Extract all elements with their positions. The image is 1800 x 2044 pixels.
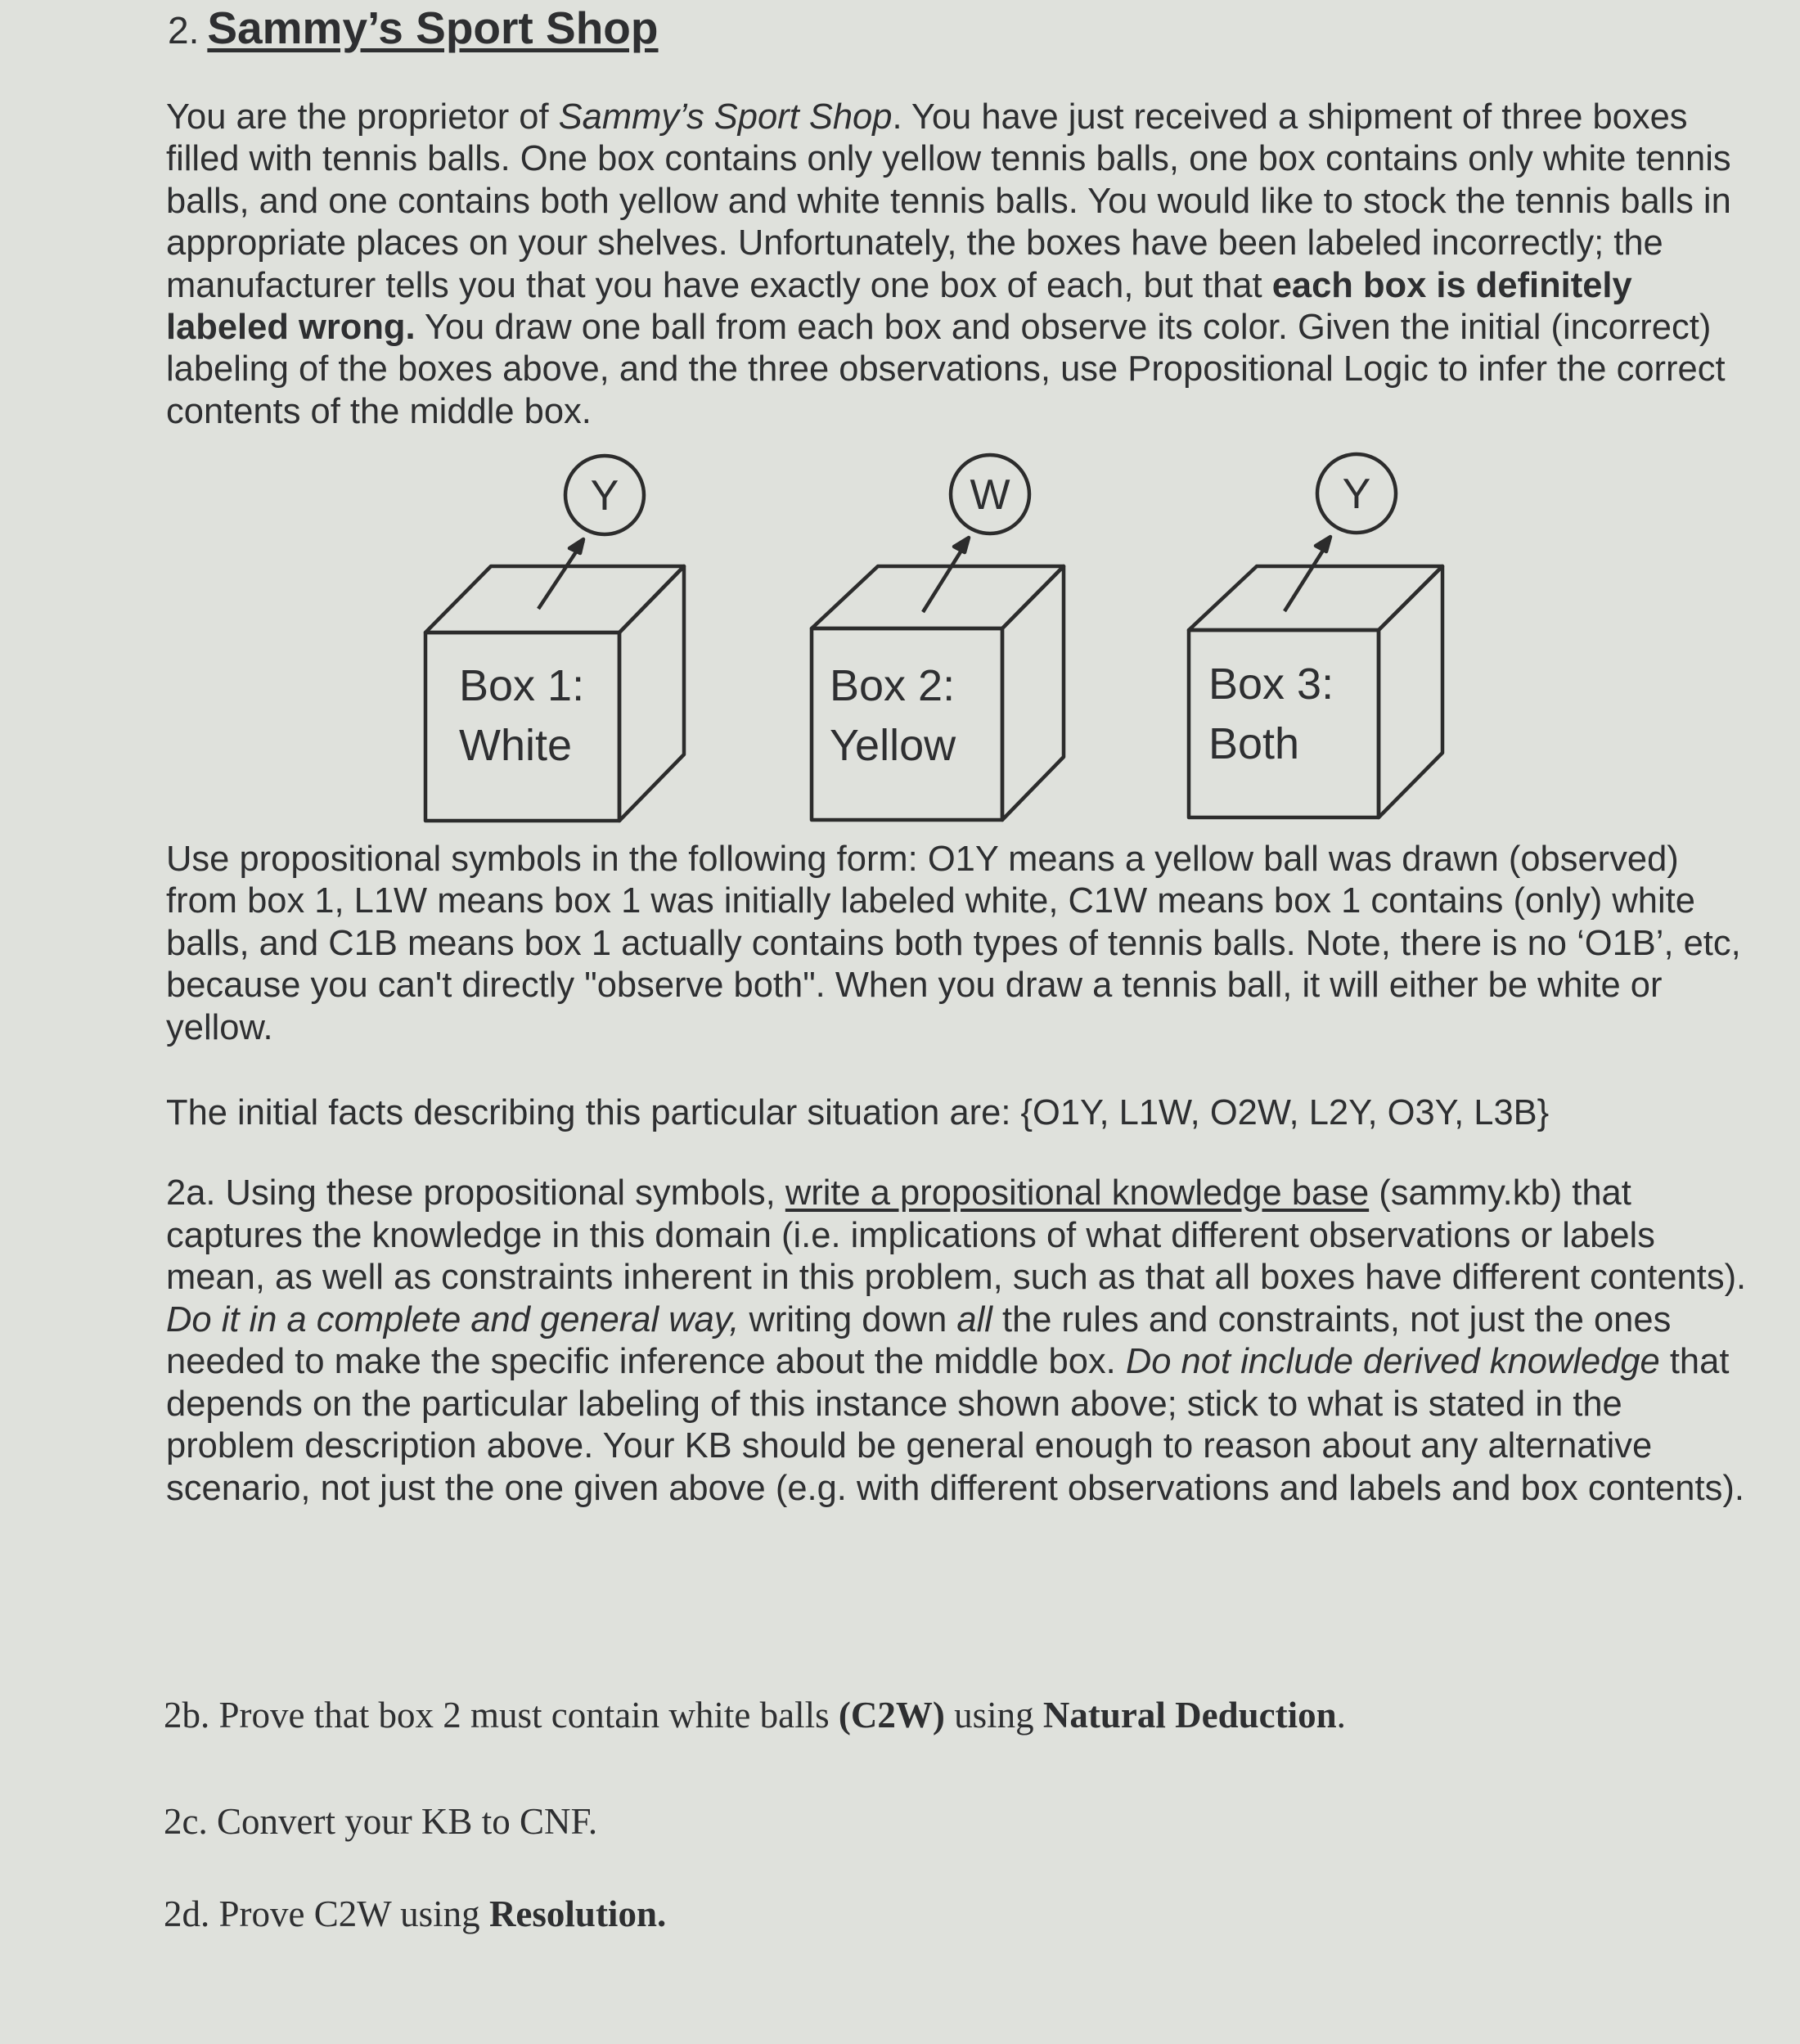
q2a-italic-2: all (956, 1299, 992, 1339)
box-2-label (830, 656, 956, 776)
box-1-label (459, 656, 584, 776)
problem-title: Sammy’s Sport Shop (207, 2, 659, 53)
q2a-text-9: that depends on the particular labeling of this instance shown above; stick to what is stated in the problem description above. Your KB should be general enough to reason about any alternative scenario, not just the one given above (e.g. with different observations and labels and box contents). (166, 1342, 1744, 1508)
box-1-top (425, 566, 684, 633)
q2a-text-3: (sammy.kb) that captures the knowledge in this domain (i.e. implications of what different observations or labels mean, as well as constraints inherent in this problem, such as that all boxes have different contents). (166, 1173, 1747, 1297)
q2b-text-1: 2b. Prove that box 2 must contain white balls (164, 1695, 839, 1736)
box-2-arrowhead-icon (954, 538, 969, 552)
q2a-italic-1: Do it in a complete and general way, (166, 1299, 740, 1339)
symbols-paragraph: Use propositional symbols in the following form: O1Y means a yellow ball was drawn (observed) from box 1, L1W means box 1 was initially labeled white, C1W means box 1 contains (only) white balls, and C1B means box 1 actually contains both types of tennis balls. Note, there is no ‘O1B’, etc, because you can't directly "observe both". When you draw a tennis ball, it will either be white or yellow. (166, 840, 1741, 1047)
box-1-label-number: Box 1: (459, 661, 585, 710)
question-2d (164, 1893, 666, 1935)
box-1-label-content: White (459, 721, 573, 770)
q2b-method: Natural Deduction (1042, 1695, 1337, 1736)
question-2c: 2c. Convert your KB to CNF. (164, 1801, 598, 1842)
q2d-method: Resolution. (488, 1893, 667, 1934)
box-3-arrowhead-icon (1316, 537, 1330, 552)
intro-emphasis: each box is definitely labeled wrong. (166, 265, 1632, 348)
q2a-text-5: writing down (739, 1299, 957, 1339)
question-2b (164, 1694, 1346, 1736)
box-3-top (1189, 566, 1442, 630)
facts-paragraph: The initial facts describing this particular situation are: {O1Y, L1W, O2W, L2Y, O3Y, L3B} (166, 1093, 1550, 1132)
intro-text-3: You draw one ball from each box and observe its color. Given the initial (incorrect) labeling of the boxes above, and the three observations, use Propositional Logic to infer the correct contents of the middle box. (166, 308, 1726, 431)
q2b-symbol: (C2W) (838, 1695, 945, 1736)
box-2-label-number: Box 2: (830, 661, 956, 710)
q2a-underlined-task: write a propositional knowledge base (785, 1173, 1370, 1213)
q2a-text-1: 2a. Using these propositional symbols, (166, 1173, 785, 1213)
box-1-side (619, 566, 684, 821)
shop-name: Sammy’s Sport Shop (558, 97, 893, 137)
box-1-arrowhead-icon (569, 539, 583, 553)
box-2-top (812, 566, 1064, 628)
intro-text-2: . You have just received a shipment of three boxes filled with tennis balls. One box contains only yellow tennis balls, one box contains only white tennis balls, and one contains both yellow and white tennis balls. You would like to stock the tennis balls in appropriate places on your shelves. Unfortunately, the boxes have been labeled incorrectly; the manufacturer tells you that you have exactly one box of each, but that (166, 97, 1731, 305)
q2a-italic-3: Do not include derived knowledge (1125, 1342, 1660, 1381)
q2d-text-1: 2d. Prove C2W using (164, 1893, 489, 1934)
box-3-label (1208, 655, 1334, 774)
box-2-observed-color: W (970, 471, 1010, 519)
box-3-side (1379, 566, 1442, 817)
problem-heading (168, 2, 659, 54)
box-3-observed-color: Y (1342, 470, 1371, 518)
box-3-label-number: Box 3: (1208, 660, 1334, 709)
box-3-label-content: Both (1208, 719, 1300, 768)
problem-number: 2. (168, 9, 200, 52)
intro-text-1: You are the proprietor of (166, 97, 559, 137)
intro-paragraph (166, 97, 1749, 433)
box-1-observed-color: Y (590, 472, 619, 520)
q2a-text-7: the rules and constraints, not just the ones needed to make the specific inference about the middle box. (166, 1299, 1672, 1381)
box-2-label-content: Yellow (830, 721, 956, 770)
question-2a (166, 1173, 1749, 1510)
box-2-side (1002, 566, 1064, 820)
q2b-text-3: using (944, 1695, 1043, 1736)
q2b-text-5: . (1336, 1695, 1346, 1736)
